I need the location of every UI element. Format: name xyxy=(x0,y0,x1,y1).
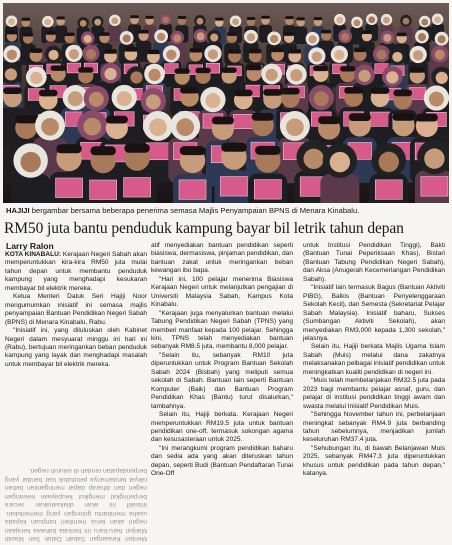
paragraph: Ketua Menteri Datuk Seri Hajiji Noor mengumumkan inisiatif ini semasa majlis penyampaian Bantuan Pendidikan Negeri Sabah (BPNS) di Menara Kinabalu, Rabu. xyxy=(5,293,147,326)
paragraph: "Ini merangkumi program pendidikan baharu dan sedia ada yang akan diteruskan tahun depan, seperti Budi (Bantuan Pendaftaran Tunai One-Off xyxy=(151,444,293,478)
dateline: KOTA KINABALU: xyxy=(5,251,62,258)
certificate xyxy=(220,177,247,197)
paragraph: "Sehingga November tahun ini, perbelanjaan meningkat sebanyak RM4.9 juta berbanding tahun sebelumnya, menjadikan jumlah keseluruhan RM37.4 juta. xyxy=(303,411,445,444)
person xyxy=(294,27,307,45)
paragraph: "Hari ini, 100 pelajar menerima Biasiswa Kerajaan Negeri untuk melanjutkan pengajian di Universiti Malaysia Sabah, Kampus Kota Kinabalu. xyxy=(151,275,293,309)
paragraph: Selain itu, Hajiji berkata Majlis Ugama Islam Sabah (Muis) melalui dana zakatnya melaksanakan pelbagai inisiatif pendidikan untuk meningkatkan kualiti pendidikan di negeri ini. xyxy=(303,343,445,376)
group-photo-icon xyxy=(3,3,449,203)
article-column-1 xyxy=(5,251,147,369)
paragraph xyxy=(5,251,147,293)
caption-name: HAJIJI xyxy=(6,206,30,215)
article-column-3 xyxy=(303,242,445,479)
certificate xyxy=(56,178,83,198)
certificate xyxy=(179,180,206,200)
certificate xyxy=(375,180,402,200)
paragraph: atif menyediakan bantuan pendidikan seperti biasiswa, dermasiswa, pinjaman pendidikan, dan bantuan zakat untuk meringankan beban kewangan ibu bapa. xyxy=(151,242,293,275)
certificate xyxy=(90,180,117,200)
certificate xyxy=(233,114,253,128)
headline: RM50 juta bantu penduduk kampung bayar bil letrik tahun depan xyxy=(4,220,404,237)
byline: Larry Ralon xyxy=(6,241,54,251)
person xyxy=(11,174,50,203)
paragraph: Selain itu, Hajiji berkata. Kerajaan Negeri memperuntukkan RM19.5 juta untuk bantuan pendidikan one-off, termasuk sokongan agama dan kesusasteraan untuk 2025. xyxy=(151,411,293,444)
person xyxy=(320,174,359,203)
photo-caption xyxy=(6,206,446,216)
paragraph: "Kerajaan juga menyalurkan bantuan melalui Tabung Pendidikan Negeri Sabah (TPNS) yang memberi manfaat kepada 100 pelajar. Sehingga kini, TPNS telah menyediakan bantuan sebanyak RM8.5 juta, membantu 8,000 pelajar. xyxy=(151,309,293,351)
paragraph-text: Kerajaan Negeri Sabah akan memperuntukkan kira-kira RM50 juta mulai tahun depan untuk membantu penduduk kampung yang menghadapi kesukaran membayar bil elektrik mereka. xyxy=(5,251,147,292)
paragraph: "Selain itu, sebanyak RM10 juta diperuntukkan untuk Program Bantuan Sekolah Sabah 2024 (Bisbah) yang meliputi semua sekolah di Sabah. Bantuan lain seperti Bantuan Komputer (Baik) dan Bantuan Program Pendidikan Khas (Bantu) turut disalurkan," tambahnya. xyxy=(151,351,293,410)
certificate xyxy=(124,178,151,198)
caption-text: bergambar bersama beberapa penerima semasa Majlis Penyampaian BPNS di Menara Kinabalu. xyxy=(29,206,360,215)
paragraph: "Muis telah membelanjakan RM32.5 juta pada 2023 bagi membantu pelajar asnaf, guru, dan pelajar di institusi pendidikan tinggi awam dan swasta melalui Inisiatif Pendidikan Muis. xyxy=(303,377,445,410)
paragraph: "Inisiatif lain termasuk Bagus (Bantuan Aktiviti PIBG), Balkis (Bantuan Penyelenggaraan Sekolah Kecil), dan Semesta (Sekretariat Pelajar Sabah Malaysia). Inisiatif baharu, Sukses (Sumbangan Aktiviti Sekolah), akan menyediakan RM3,000 kepada 1,300 sekolah," jelasnya. xyxy=(303,284,445,342)
show-through-paragraph: Menteri Kewangan Sabah Datuk Seri Masidi Manjun baru-baru ini berkata bahawa kerajaan negeri akan terus memberi tumpuan kepada usaha membantu golongan yang memerlukan. Inisiatif ini akan dilaksanakan secara berperingkat mengikut keupayaan kewangan negeri dan diharap dapat meringankan beban rakyat terutamanya penduduk luar bandar yang berpendapatan rendah di seluruh negeri. xyxy=(5,467,147,542)
certificate xyxy=(254,180,281,200)
person xyxy=(108,25,121,43)
paragraph: "Inisiatif ini, yang diluluskan oleh Kabinet Negeri dalam mesyuarat minggu ini hari ini (Rabu), bertujuan meringankan beban penduduk kampung yang layak dan menghadapi masalah untuk membayar bil elektrik mereka. xyxy=(5,327,147,368)
certificate xyxy=(370,112,390,126)
show-through-text xyxy=(5,396,147,542)
paragraph: untuk Institusi Pendidikan Tinggi), Bakti (Bantuan Tunai Peperiksaan Khas), Bistari (Bantuan Tabung Pendidikan Negeri Sabah), dan Aksa (Anugerah Kecemerlangan Pendidikan Sabah). xyxy=(303,242,445,283)
paragraph: "Sehubungan itu, di bawah Belanjawan Muis 2025, sebanyak RM47.3 juta diperuntukkan khusus untuk pendidikan pada tahun depan," katanya. xyxy=(303,444,445,478)
article-column-2 xyxy=(151,242,293,479)
news-photo xyxy=(3,3,449,203)
certificate xyxy=(421,177,448,197)
